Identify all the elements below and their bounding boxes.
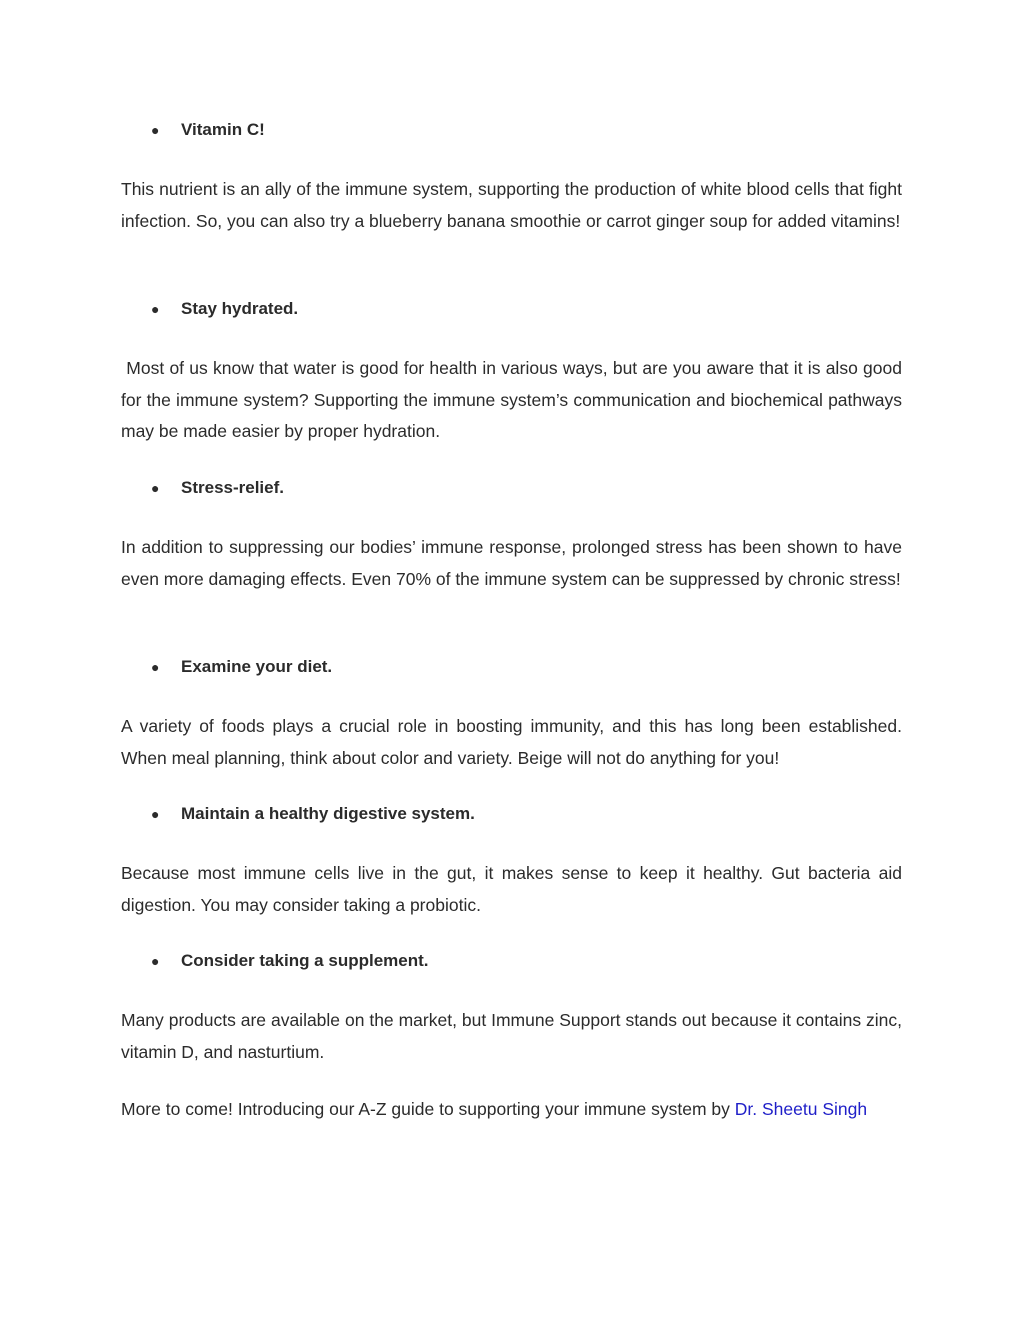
- section-paragraph: This nutrient is an ally of the immune system, supporting the production of white blood cells that fight infection. So, you can also try a blueberry banana smoothie or carrot ginger soup for added vitamins!: [121, 179, 902, 231]
- section-heading: Stress-relief.: [181, 478, 284, 497]
- bullet-heading-stay-hydrated: [151, 299, 298, 319]
- section-heading: Maintain a healthy digestive system.: [181, 804, 475, 823]
- bullet-heading-digestive-system: [151, 804, 475, 824]
- bullet-dot-icon: ●: [151, 806, 160, 822]
- closing-paragraph: [121, 1094, 902, 1126]
- section-paragraph: In addition to suppressing our bodies’ immune response, prolonged stress has been shown to have even more damaging effects. Even 70% of the immune system can be suppressed by chronic stress!: [121, 537, 902, 589]
- bullet-dot-icon: ●: [151, 480, 160, 496]
- section-heading: Vitamin C!: [181, 120, 265, 139]
- section-paragraph: Because most immune cells live in the gut, it makes sense to keep it healthy. Gut bacteria aid digestion. You may consider taking a probiotic.: [121, 863, 902, 915]
- bullet-heading-examine-diet: [151, 657, 332, 677]
- bullet-dot-icon: ●: [151, 659, 160, 675]
- bullet-heading-stress-relief: [151, 478, 284, 498]
- section-heading: Examine your diet.: [181, 657, 333, 676]
- author-link[interactable]: Dr. Sheetu Singh: [734, 1099, 868, 1119]
- section-paragraph: Most of us know that water is good for health in various ways, but are you aware that it is also good for the immune system? Supporting the immune system’s communication and biochemical pathways may be made easier by proper hydration.: [121, 358, 907, 442]
- bullet-heading-supplement: [151, 951, 429, 971]
- closing-text: More to come! Introducing our A-Z guide to supporting your immune system by: [121, 1099, 735, 1119]
- bullet-dot-icon: ●: [151, 122, 160, 138]
- bullet-dot-icon: ●: [151, 953, 160, 969]
- section-heading: Stay hydrated.: [181, 299, 299, 318]
- section-heading: Consider taking a supplement.: [181, 951, 429, 970]
- bullet-dot-icon: ●: [151, 301, 160, 317]
- bullet-heading-vitamin-c: [151, 120, 265, 140]
- section-paragraph: Many products are available on the market, but Immune Support stands out because it contains zinc, vitamin D, and nasturtium.: [121, 1010, 902, 1062]
- section-paragraph: A variety of foods plays a crucial role in boosting immunity, and this has long been established. When meal planning, think about color and variety. Beige will not do anything for you!: [121, 716, 902, 768]
